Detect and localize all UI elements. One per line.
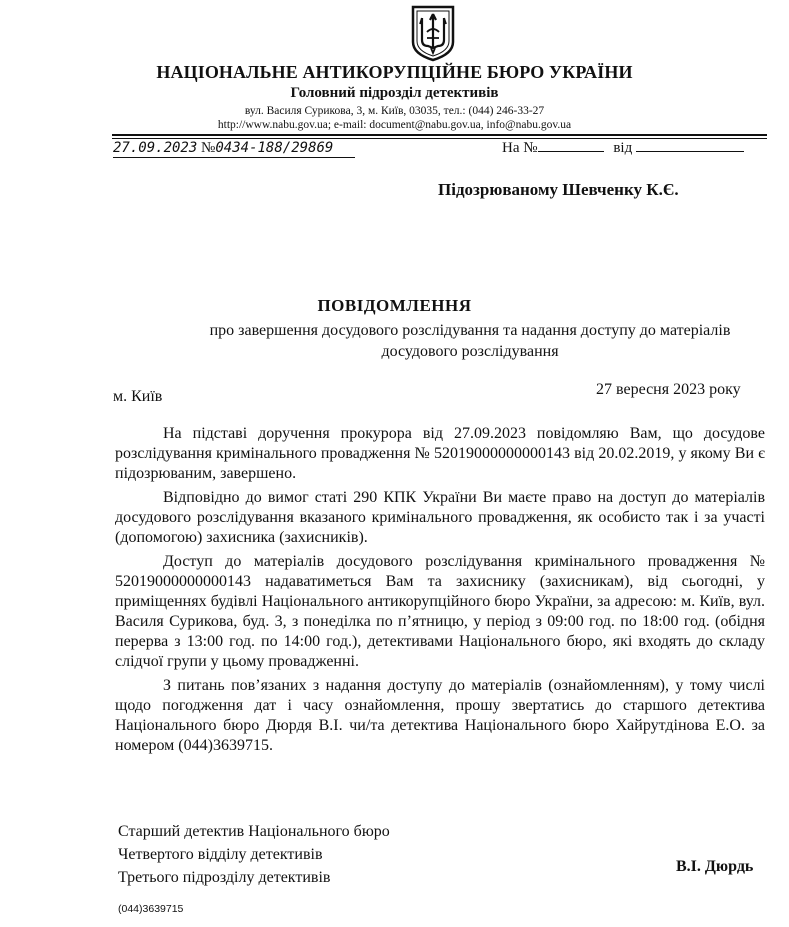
- department-name: Головний підрозділ детективів: [290, 85, 499, 101]
- notice-title: ПОВІДОМЛЕННЯ: [317, 296, 472, 315]
- document-body: [115, 424, 765, 760]
- org-contacts: http://www.nabu.gov.ua; e-mail: document@nabu.gov.ua, info@nabu.gov.ua: [217, 119, 572, 131]
- incoming-from-label: від: [613, 140, 633, 156]
- recipient: Підозрюваному Шевченку К.Є.: [438, 180, 679, 199]
- signatory-line2: Четвертого відділу детективів: [118, 846, 323, 863]
- outgoing-reference: [113, 140, 355, 158]
- body-paragraph: На підставі доручення прокурора від 27.09.2023 повідомляю Вам, що досудове розслідування кримінального провадження № 52019000000000143 від 20.02.2019, у якому Ви є підозрюваним, завершено.: [115, 425, 765, 482]
- outgoing-date: 27.09.2023: [113, 140, 198, 156]
- incoming-number-label: На №: [502, 140, 538, 156]
- footer-phone: (044)3639715: [118, 903, 184, 915]
- header-divider: [112, 134, 767, 136]
- notice-subtitle-line2: досудового розслідування: [381, 343, 559, 360]
- signatory-name: В.І. Дюрдь: [676, 858, 754, 875]
- header-divider-thin: [112, 138, 767, 139]
- body-paragraph: Відповідно до вимог статі 290 КПК України Ви маєте право на доступ до матеріалів досудового розслідування вказаного кримінального провадження, як особисто так і за участі (допомогою) захисника (захисників).: [115, 489, 765, 546]
- body-paragraph: З питань пов’язаних з надання доступу до матеріалів (ознайомленням), у тому числі щодо погодження дат і часу ознайомлення, прошу звертатись до старшого детектива Національного бюро Дюрдя В.І. чи/та детектива Національного бюро Хайрутдінова Е.О. за номером (044)3639715.: [115, 677, 765, 754]
- place: м. Київ: [113, 388, 163, 405]
- trident-icon: [410, 4, 456, 62]
- number-label: №: [201, 140, 216, 156]
- body-paragraph: Доступ до матеріалів досудового розслідування кримінального провадження № 52019000000000143 надаватиметься Вам та захиснику (захисникам), від сьогодні, у приміщеннях будівлі Національного антикорупційного бюро України, за адресою: м. Київ, вул. Василя Сурикова, буд. 3, з понеділка по п’ятницю, у період з 09:00 год. по 18:00 год. (обідня перерва з 13:00 год. по 14:00 год.), детективами Національного бюро, які входять до складу слідчої групи у цьому провадженні.: [115, 553, 765, 670]
- outgoing-number: 0434-188/29869: [215, 140, 334, 156]
- signatory-line3: Третього підрозділу детективів: [118, 869, 331, 886]
- org-address: вул. Василя Сурикова, 3, м. Київ, 03035, тел.: (044) 246-33-27: [244, 105, 545, 117]
- signatory-line1: Старший детектив Національного бюро: [118, 823, 390, 840]
- notice-subtitle-line1: про завершення досудового розслідування та надання доступу до матеріалів: [209, 322, 731, 339]
- signatory-position: [118, 820, 390, 889]
- incoming-reference: [502, 140, 744, 157]
- org-name: НАЦІОНАЛЬНЕ АНТИКОРУПЦІЙНЕ БЮРО УКРАЇНИ: [156, 62, 633, 82]
- document-date: 27 вересня 2023 року: [596, 381, 741, 398]
